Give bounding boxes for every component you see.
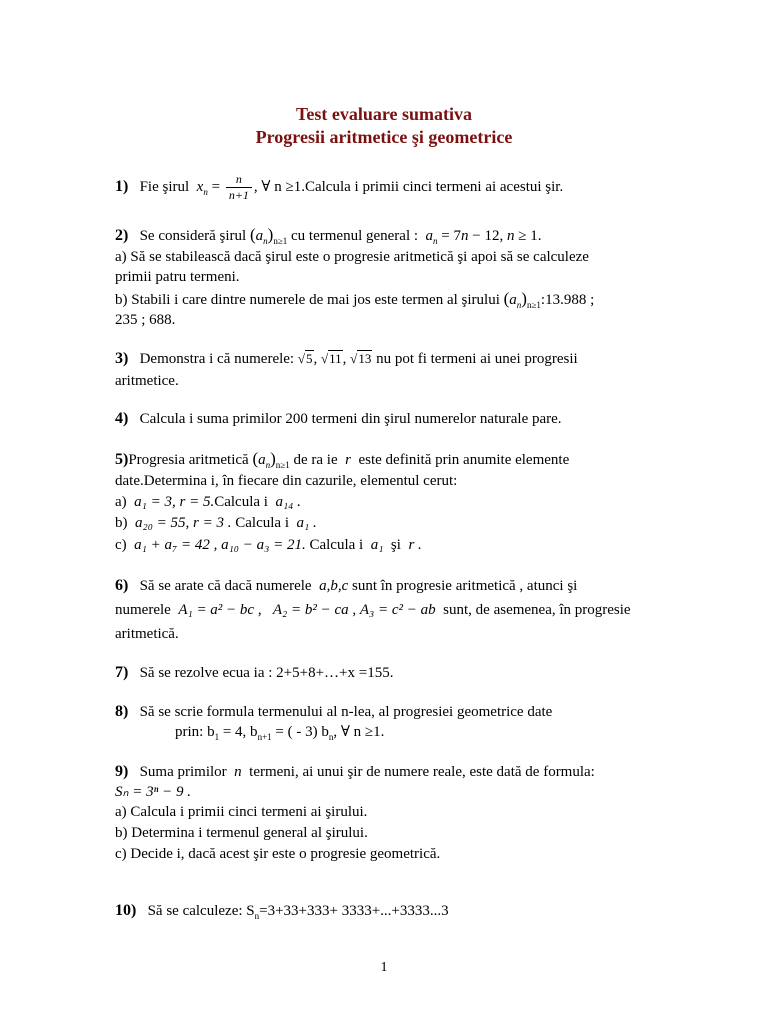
question-2: 2) Se consideră şirul $(a_n)_{n\ge 1}$ cu termenul general : $a_n = 7n - 12$, n ≥ 1. <box>115 225 542 246</box>
question-2b-line-2: 235 ; 688. <box>115 312 176 328</box>
question-number: 1) <box>115 177 129 195</box>
sequence-notation: $(a_n)_{n\ge 1}$ <box>249 225 288 246</box>
question-9-formula: Sₙ = 3ⁿ − 9 . <box>115 784 191 800</box>
question-3: 3) Demonstra i că numerele: √5, √11, √13 nu pot fi termeni ai unei progresii <box>115 350 578 367</box>
question-7: 7) Să se rezolve ecua ia : 2+5+8+…+x =155. <box>115 664 394 681</box>
question-9c: c) Decide i, dacă acest şir este o progresie geometrică. <box>115 846 441 862</box>
sqrt-5: √5 <box>297 351 313 366</box>
question-9: 9) Suma primilor n termeni, ai unui şir de numere reale, este dată de formula: <box>115 763 595 780</box>
question-9a: a) Calcula i primii cinci termeni ai şirului. <box>115 804 368 820</box>
question-10: 10) Să se calculeze: $S_n=3+33+333+ 3333+...+3333...3$ <box>115 902 449 921</box>
title-line-2: Progresii aritmetice şi geometrice <box>255 127 513 147</box>
question-5: 5)Progresia aritmetică $(a_n)_{n\ge 1}$ de ra ie r este definită prin anumite elemente <box>115 449 570 470</box>
question-2b-line-1: b) Stabili i care dintre numerele de mai jos este termen al şirului $(a_n)_{n\ge 1}:13.988$ ; <box>115 289 595 310</box>
question-6-line-3: aritmetică. <box>115 626 179 642</box>
question-9b: b) Determina i termenul general al şirului. <box>115 825 368 841</box>
question-5a: a) a₁ = 3, r = 5.Calcula i a₁₄ . <box>115 494 301 510</box>
page-number: 1 <box>380 960 388 975</box>
question-2a-line-2: primii patru termeni. <box>115 269 240 285</box>
question-1: 1) Fie şirul $x_n$ = $\frac{n}{n+1}$ , ∀ n ≥1.Calcula i primii cinci termeni ai acestui şir. <box>115 172 564 202</box>
fraction: $\frac{n}{n+1}$ <box>226 172 252 203</box>
question-5b: b) a₂₀ = 55, r = 3 . Calcula i a₁ . <box>115 515 317 531</box>
question-8: 8) Să se scrie formula termenului al n-lea, al progresiei geometrice date <box>115 703 553 720</box>
question-2a-line-1: a) Să se stabilească dacă şirul este o progresie aritmetică şi apoi să se calculeze <box>115 249 589 265</box>
question-5-line-2: date.Determina i, în fiecare din cazurile, elementul cerut: <box>115 473 458 489</box>
question-6-line-2: numerele A₁ = a² − bc , A₂ = b² − ca , A₃ = c² − ab sunt, de asemenea, în progresie <box>115 602 631 618</box>
question-6: 6) Să se arate că dacă numerele a,b,c sunt în progresie aritmetică , atunci şi <box>115 577 578 594</box>
question-5c: c) a₁ + a₇ = 42 , a₁₀ − a₃ = 21. Calcula i a₁ şi r . <box>115 537 422 553</box>
sqrt-11: √11 <box>321 351 342 366</box>
question-8-line-2: prin: $b_1 = 4$, $b_{n+1}$ = ( - 3) $b_n$, ∀ n ≥1. <box>175 724 385 742</box>
sqrt-13: √13 <box>350 351 372 366</box>
question-3-line-2: aritmetice. <box>115 373 179 389</box>
question-4: 4) Calcula i suma primilor 200 termeni din şirul numerelor naturale pare. <box>115 410 562 427</box>
title-line-1: Test evaluare sumativa <box>295 104 472 124</box>
